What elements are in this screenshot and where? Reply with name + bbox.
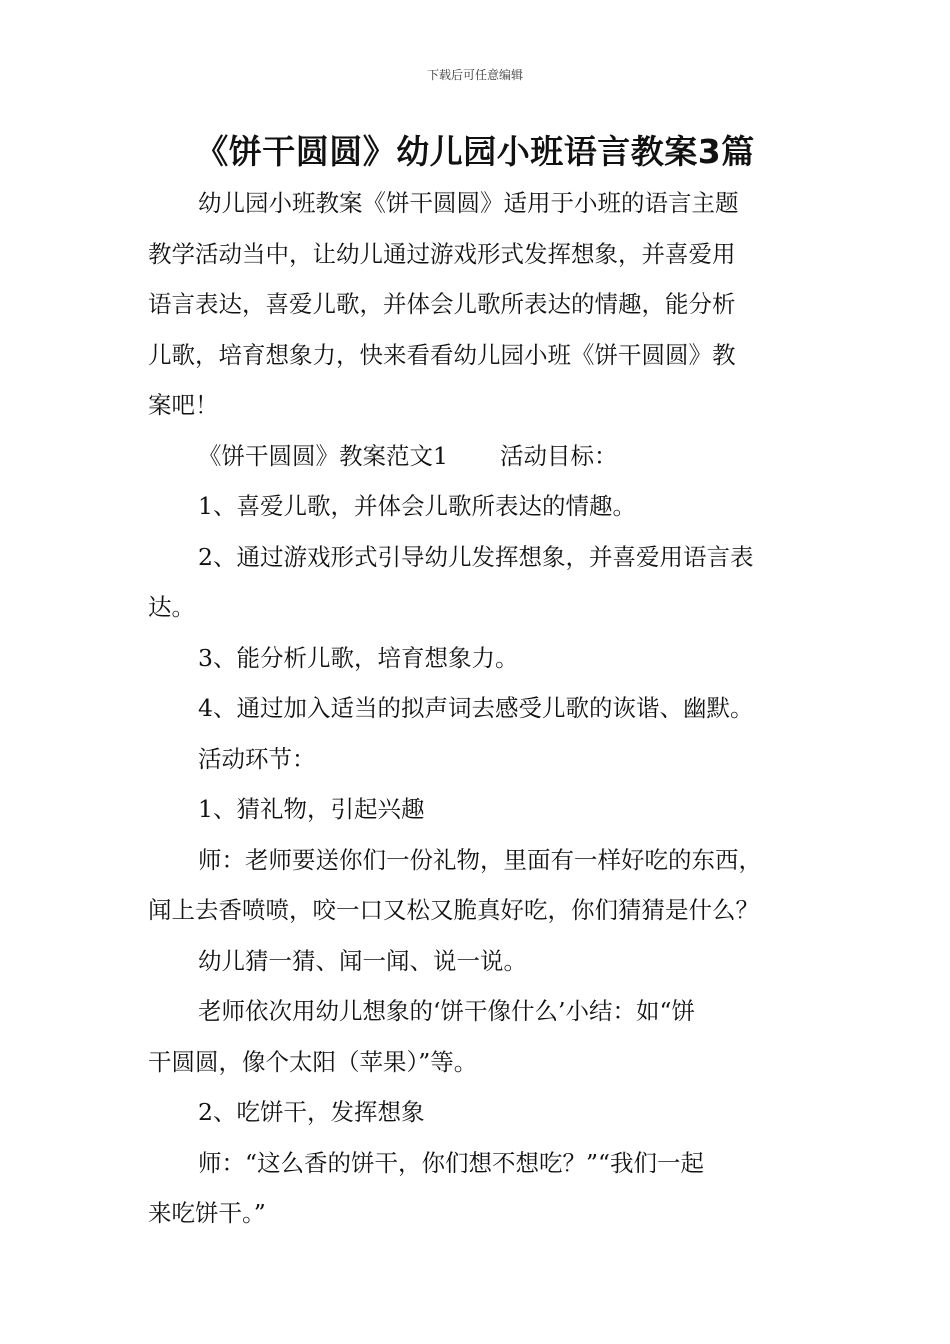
goal-line: 2、通过游戏形式引导幼儿发挥想象，并喜爱用语言表 [198,542,754,571]
step-line: 老师依次用幼儿想象的‘饼干像什么’小结：如“饼 [198,997,695,1025]
step-2-heading [148,1087,808,1138]
goals-label: 活动目标： [499,441,618,470]
steps-label-paragraph [148,734,808,785]
step-line: 师：老师要送你们一份礼物，里面有一样好吃的东西， [198,845,762,874]
step-2-teacher-1 [148,1138,808,1239]
goal-3 [148,633,808,684]
step-1-teacher-1 [148,835,808,936]
document-title: 《饼干圆圆》幼儿园小班语言教案3篇 [195,132,755,171]
step-line: 干圆圆，像个太阳（苹果）”等。 [148,1047,478,1076]
steps-label: 活动环节： [198,744,316,773]
sample-heading: 《饼干圆圆》教案范文1 [198,441,448,470]
sample-heading-paragraph [148,431,808,482]
step-heading: 2、吃饼干，发挥想象 [198,1098,425,1126]
step-1-kids [148,936,808,987]
goal-line: 3、能分析儿歌，培育想象力。 [198,643,519,672]
step-line: 来吃饼干。” [148,1199,266,1227]
goal-line: 1、喜爱儿歌，并体会儿歌所表达的情趣。 [198,492,636,520]
document-body [148,178,808,1239]
goal-4 [148,683,808,734]
intro-line: 教学活动当中，让幼儿通过游戏形式发挥想象，并喜爱用 [148,239,736,268]
intro-line: 语言表达，喜爱儿歌，并体会儿歌所表达的情趣，能分析 [148,290,736,318]
step-1-teacher-2 [148,986,808,1087]
intro-line: 儿歌，培育想象力，快来看看幼儿园小班《饼干圆圆》教 [148,340,736,369]
goal-line: 4、通过加入适当的拟声词去感受儿歌的诙谐、幽默。 [198,694,754,722]
step-line: 师：“这么香的饼干，你们想不想吃？”“我们一起 [198,1148,705,1177]
step-heading: 1、猜礼物，引起兴趣 [198,795,425,823]
step-line: 幼儿猜一猜、闻一闻、说一说。 [198,946,527,975]
goal-1 [148,481,808,532]
sample-heading-line [148,431,808,482]
intro-line: 幼儿园小班教案《饼干圆圆》适用于小班的语言主题 [198,189,739,217]
intro-line: 案吧！ [148,391,219,419]
goal-2 [148,532,808,633]
step-line: 闻上去香喷喷，咬一口又松又脆真好吃，你们猜猜是什么？ [148,896,759,924]
goal-line: 达。 [148,593,195,621]
step-1-heading [148,784,808,835]
header-note: 下载后可任意编辑 [426,68,523,82]
intro-paragraph [148,178,808,431]
